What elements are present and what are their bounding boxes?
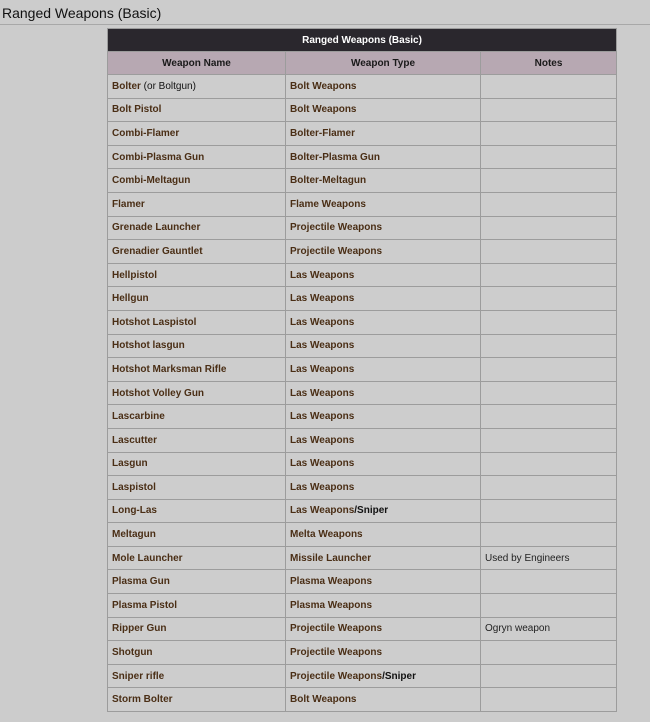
weapon-name-note: (or Boltgun) <box>140 80 196 92</box>
weapon-name: Hellpistol <box>112 269 158 281</box>
weapon-type-cell <box>286 169 481 193</box>
table-row <box>108 546 617 570</box>
weapon-type-cell <box>286 499 481 523</box>
weapon-name: Grenadier Gauntlet <box>112 245 203 257</box>
column-header-notes: Notes <box>481 52 617 75</box>
weapon-name: Shotgun <box>112 647 153 659</box>
weapon-name-cell <box>108 546 286 570</box>
notes-cell: Ogryn weapon <box>481 617 617 641</box>
heading-divider <box>0 24 650 25</box>
weapon-name-cell <box>108 428 286 452</box>
page-heading: Ranged Weapons (Basic) <box>2 5 162 21</box>
weapon-type-cell <box>286 145 481 169</box>
weapon-type: Bolt Weapons <box>290 104 357 116</box>
table-header-row <box>108 52 617 75</box>
weapon-type: Flame Weapons <box>290 198 366 210</box>
weapon-type-cell <box>286 358 481 382</box>
weapon-name: Laspistol <box>112 481 156 493</box>
notes-cell <box>481 523 617 547</box>
weapon-type-cell <box>286 75 481 99</box>
weapon-type: Plasma Weapons <box>290 576 373 588</box>
weapon-type-cell <box>286 287 481 311</box>
notes-cell <box>481 452 617 476</box>
notes-cell <box>481 381 617 405</box>
weapon-type-cell <box>286 405 481 429</box>
weapon-type-cell <box>286 98 481 122</box>
weapon-type: Las Weapons <box>290 458 355 470</box>
weapon-type-cell <box>286 594 481 618</box>
table-caption: Ranged Weapons (Basic) <box>108 29 617 52</box>
weapon-type: Las Weapons <box>290 293 355 305</box>
weapon-name-cell <box>108 594 286 618</box>
weapon-type-cell <box>286 122 481 146</box>
weapon-type: Plasma Weapons <box>290 599 373 611</box>
weapon-type: Las Weapons <box>290 481 355 493</box>
table-row <box>108 263 617 287</box>
table-row <box>108 381 617 405</box>
weapon-type: Bolt Weapons <box>290 694 357 706</box>
notes-cell <box>481 145 617 169</box>
table-row <box>108 428 617 452</box>
weapon-name-cell <box>108 688 286 712</box>
weapon-type-cell <box>286 641 481 665</box>
weapon-type-cell <box>286 476 481 500</box>
weapon-name-cell <box>108 617 286 641</box>
table-row <box>108 499 617 523</box>
notes-cell <box>481 98 617 122</box>
weapon-type: Projectile Weapons <box>290 245 383 257</box>
weapon-name-cell <box>108 240 286 264</box>
weapon-name-cell <box>108 523 286 547</box>
weapon-name-cell <box>108 452 286 476</box>
weapon-type: Bolter-Meltagun <box>290 175 367 187</box>
weapon-type: Las Weapons <box>290 434 355 446</box>
weapon-name: Bolt Pistol <box>112 104 162 116</box>
weapon-name: Meltagun <box>112 529 156 541</box>
weapon-type: Las Weapons <box>290 269 355 281</box>
table-row <box>108 523 617 547</box>
table-row <box>108 570 617 594</box>
weapon-name-cell <box>108 476 286 500</box>
notes-cell <box>481 570 617 594</box>
weapon-name: Sniper rifle <box>112 670 165 682</box>
weapon-name: Lascutter <box>112 434 158 446</box>
weapon-type: Projectile Weapons <box>290 670 383 682</box>
weapon-name: Hotshot Volley Gun <box>112 387 205 399</box>
notes-cell: Used by Engineers <box>481 546 617 570</box>
weapon-name-cell <box>108 287 286 311</box>
weapon-name-cell <box>108 641 286 665</box>
weapon-name-cell <box>108 334 286 358</box>
table-row <box>108 216 617 240</box>
weapon-type: Missile Launcher <box>290 552 372 564</box>
notes-cell <box>481 122 617 146</box>
notes-cell <box>481 476 617 500</box>
table-row <box>108 169 617 193</box>
weapon-type: Bolter-Flamer <box>290 127 356 139</box>
table-row <box>108 75 617 99</box>
weapon-name-cell <box>108 381 286 405</box>
table-row <box>108 688 617 712</box>
notes-cell <box>481 287 617 311</box>
weapon-name: Hotshot Laspistol <box>112 316 197 328</box>
weapon-type-cell <box>286 523 481 547</box>
weapon-type: Bolt Weapons <box>290 80 357 92</box>
weapon-name: Combi-Meltagun <box>112 175 191 187</box>
weapon-type: Las Weapons <box>290 411 355 423</box>
table-caption-row <box>108 29 617 52</box>
table-row <box>108 145 617 169</box>
weapon-name: Hotshot Marksman Rifle <box>112 363 227 375</box>
column-header-weapon-name: Weapon Name <box>108 52 286 75</box>
table-row <box>108 122 617 146</box>
table-row <box>108 310 617 334</box>
weapon-name-cell <box>108 122 286 146</box>
notes-cell <box>481 499 617 523</box>
weapon-name-cell <box>108 75 286 99</box>
weapon-type: Las Weapons <box>290 316 355 328</box>
weapon-name: Ripper Gun <box>112 623 167 635</box>
weapon-name: Flamer <box>112 198 145 210</box>
weapon-name: Bolter <box>112 80 141 92</box>
weapon-type-cell <box>286 452 481 476</box>
table-row <box>108 476 617 500</box>
weapon-name: Mole Launcher <box>112 552 183 564</box>
weapon-type-cell <box>286 428 481 452</box>
weapon-name-cell <box>108 310 286 334</box>
weapon-name: Grenade Launcher <box>112 222 201 234</box>
weapon-type-cell <box>286 216 481 240</box>
weapon-name: Lasgun <box>112 458 148 470</box>
table-row <box>108 405 617 429</box>
weapon-name: Hotshot lasgun <box>112 340 185 352</box>
weapon-type-cell <box>286 263 481 287</box>
notes-cell <box>481 192 617 216</box>
notes-cell <box>481 263 617 287</box>
weapon-name: Storm Bolter <box>112 694 173 706</box>
weapon-type-suffix: /Sniper <box>354 505 389 517</box>
weapon-type-cell <box>286 334 481 358</box>
weapon-type: Las Weapons <box>290 505 355 517</box>
weapon-type: Bolter-Plasma Gun <box>290 151 381 163</box>
notes-cell <box>481 664 617 688</box>
notes-cell <box>481 169 617 193</box>
weapon-name-cell <box>108 358 286 382</box>
weapon-type: Las Weapons <box>290 387 355 399</box>
weapon-type-cell <box>286 381 481 405</box>
weapon-name: Combi-Plasma Gun <box>112 151 205 163</box>
weapon-type: Projectile Weapons <box>290 222 383 234</box>
weapon-name-cell <box>108 499 286 523</box>
notes-cell <box>481 594 617 618</box>
weapon-name-cell <box>108 263 286 287</box>
weapon-name: Hellgun <box>112 293 149 305</box>
notes-cell <box>481 310 617 334</box>
weapon-type-cell <box>286 546 481 570</box>
weapon-name-cell <box>108 169 286 193</box>
weapon-type: Melta Weapons <box>290 529 363 541</box>
notes-cell <box>481 358 617 382</box>
notes-cell <box>481 428 617 452</box>
notes-cell <box>481 641 617 665</box>
notes-cell <box>481 334 617 358</box>
weapon-name: Combi-Flamer <box>112 127 180 139</box>
table-row <box>108 664 617 688</box>
weapon-name: Plasma Gun <box>112 576 170 588</box>
table-row <box>108 98 617 122</box>
table-row <box>108 452 617 476</box>
weapon-type-cell <box>286 664 481 688</box>
table-row <box>108 240 617 264</box>
weapon-type: Las Weapons <box>290 363 355 375</box>
weapon-name: Lascarbine <box>112 411 165 423</box>
column-header-weapon-type: Weapon Type <box>286 52 481 75</box>
table-row <box>108 358 617 382</box>
notes-cell <box>481 75 617 99</box>
weapon-name-cell <box>108 570 286 594</box>
weapon-type: Projectile Weapons <box>290 647 383 659</box>
weapon-type: Projectile Weapons <box>290 623 383 635</box>
weapon-type-cell <box>286 617 481 641</box>
table-row <box>108 192 617 216</box>
weapon-type-cell <box>286 310 481 334</box>
notes-cell <box>481 216 617 240</box>
weapon-type-cell <box>286 570 481 594</box>
notes-cell <box>481 405 617 429</box>
weapon-type: Las Weapons <box>290 340 355 352</box>
weapon-name-cell <box>108 216 286 240</box>
weapon-name-cell <box>108 98 286 122</box>
ranged-weapons-table <box>107 28 617 712</box>
table-row <box>108 617 617 641</box>
weapon-type-cell <box>286 240 481 264</box>
table-row <box>108 594 617 618</box>
table-row <box>108 641 617 665</box>
weapon-name-cell <box>108 192 286 216</box>
weapon-name-cell <box>108 145 286 169</box>
weapon-name: Long-Las <box>112 505 157 517</box>
weapon-name-cell <box>108 664 286 688</box>
table-body <box>108 75 617 712</box>
weapon-name: Plasma Pistol <box>112 599 178 611</box>
notes-cell <box>481 240 617 264</box>
table-row <box>108 334 617 358</box>
weapon-type-cell <box>286 688 481 712</box>
notes-cell <box>481 688 617 712</box>
weapon-type-cell <box>286 192 481 216</box>
weapon-name-cell <box>108 405 286 429</box>
table-row <box>108 287 617 311</box>
weapon-type-suffix: /Sniper <box>382 670 416 682</box>
